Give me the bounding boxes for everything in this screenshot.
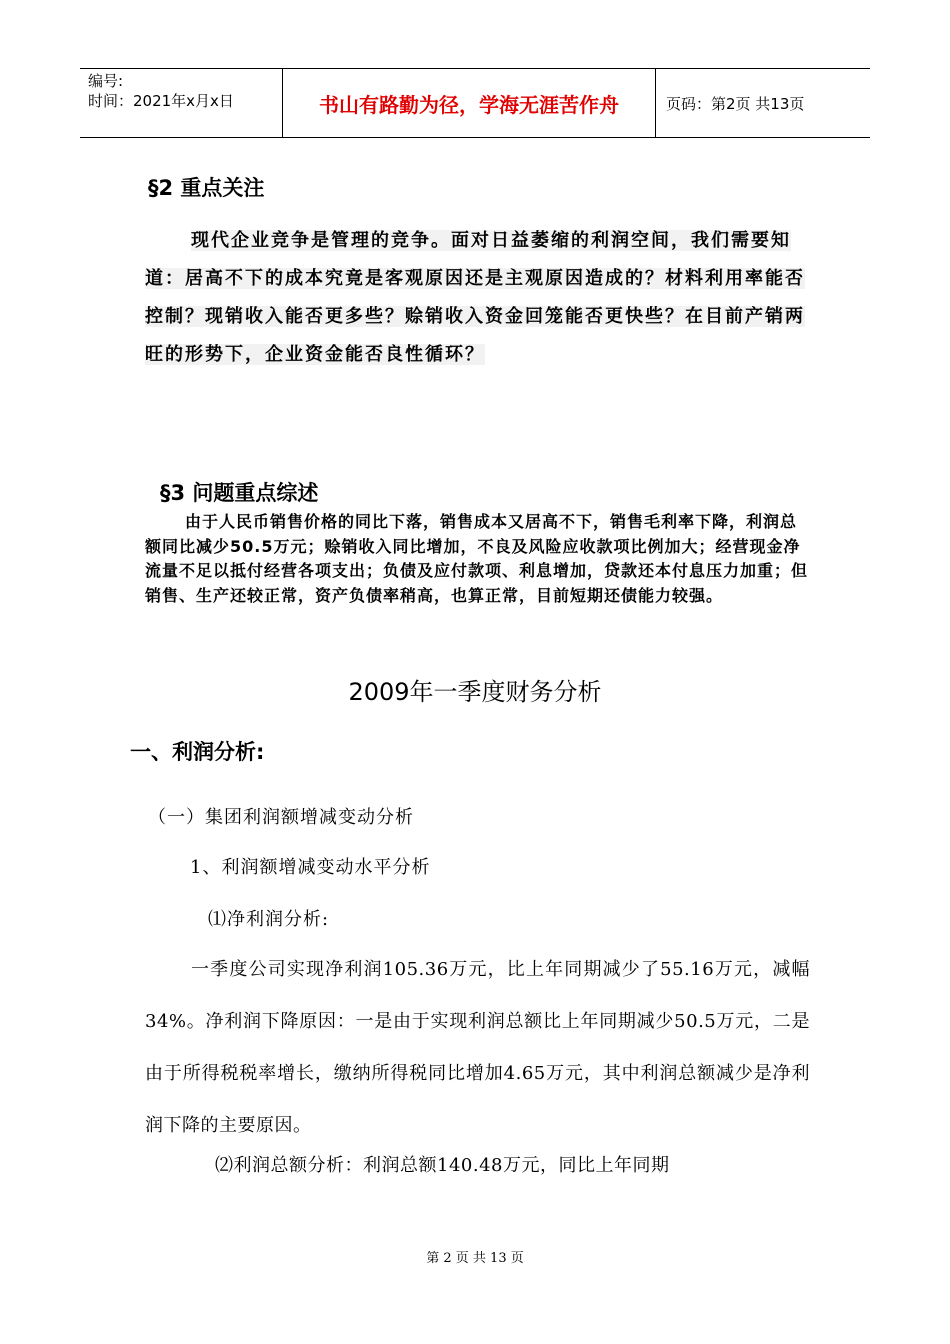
header-meta <box>80 69 282 137</box>
heading-net-profit: ⑴净利润分析: <box>208 909 330 930</box>
document-title: 2009年一季度财务分析 <box>348 678 602 706</box>
section3-paragraph: 由于人民币销售价格的同比下落，销售成本又居高不下，销售毛利率下降，利润总额同比减少50.5万元；赊销收入同比增加，不良及风险应收款项比例加大；经营现金净流量不足以抵付经营各项支出；负债及应付款项、利息增加，贷款还本付息压力加重；但销售、生产还较正常，资产负债率稍高，也算正常，目前短期还债能力较强。 <box>145 512 809 605</box>
total-profit-paragraph: ⑵利润总额分析：利润总额140.48万元，同比上年同期 <box>215 1155 670 1176</box>
net-profit-paragraph: 一季度公司实现净利润105.36万元，比上年同期减少了55.16万元，减幅34%。净利润下降原因：一是由于实现利润总额比上年同期减少50.5万元，二是由于所得税税率增长，缴纳所得税同比增加4.65万元，其中利润总额减少是净利润下降的主要原因。 <box>145 959 810 1136</box>
section2-title: §2 重点关注 <box>148 176 265 200</box>
section3-title: §3 问题重点综述 <box>160 481 319 505</box>
time-label: 时间：2021年x月x日 <box>88 92 234 110</box>
page-footer: 第 2 页 共 13 页 <box>426 1251 524 1266</box>
number-label: 编号: <box>88 72 124 90</box>
heading-profit-analysis: 一、利润分析: <box>130 740 265 764</box>
header-page-info: 页码：第2页 共13页 <box>666 94 805 113</box>
header-table <box>80 68 870 138</box>
heading-profit-change: 1、利润额增减变动水平分析 <box>190 857 431 878</box>
section2-paragraph <box>145 222 810 374</box>
heading-group-profit: （一）集团利润额增减变动分析 <box>148 807 414 828</box>
section2-text: 现代企业竞争是管理的竞争。面对日益萎缩的利润空间，我们需要知道：居高不下的成本究竟是客观原因还是主观原因造成的？材料利用率能否控制？现销收入能否更多些？赊销收入资金回笼能否更快些？在目前产销两旺的形势下，企业资金能否良性循环？ <box>145 230 805 365</box>
header-motto: 书山有路勤为径，学海无涯苦作舟 <box>282 69 656 137</box>
